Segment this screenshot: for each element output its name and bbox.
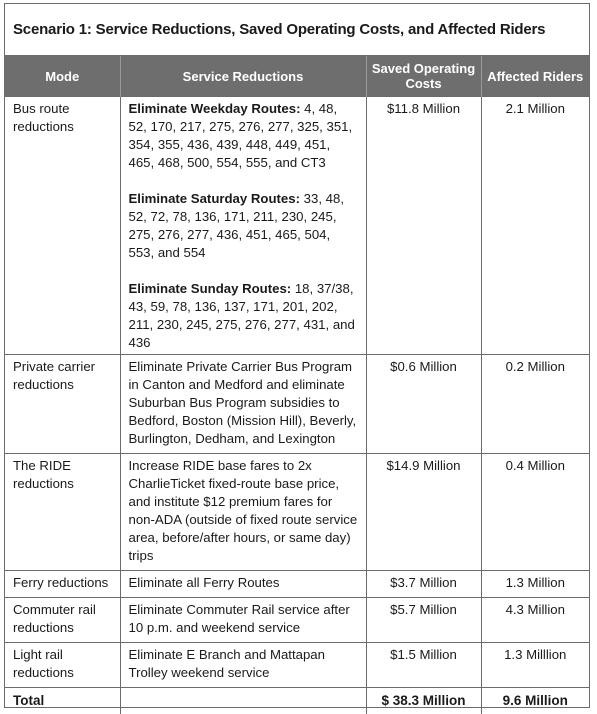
affected-riders-cell: 1.3 Milllion xyxy=(481,643,589,688)
total-affected-riders: 9.6 Million xyxy=(481,688,589,714)
mode-cell: Bus route reductions xyxy=(5,97,120,355)
saved-cost-cell: $14.9 Million xyxy=(366,454,481,571)
saved-cost-cell: $11.8 Million xyxy=(366,97,481,355)
saved-cost-cell: $3.7 Million xyxy=(366,571,481,598)
header-service-reductions: Service Reductions xyxy=(120,56,366,97)
total-row xyxy=(5,688,589,714)
affected-riders-cell: 0.4 Million xyxy=(481,454,589,571)
total-label: Total xyxy=(5,688,120,714)
service-cell: Eliminate E Branch and Mattapan Trolley weekend service xyxy=(120,643,366,688)
mode-cell: Commuter rail reductions xyxy=(5,598,120,643)
block-lead: Eliminate Saturday Routes: xyxy=(128,191,300,206)
mode-cell: Light rail reductions xyxy=(5,643,120,688)
affected-riders-cell: 1.3 Million xyxy=(481,571,589,598)
service-cell: Increase RIDE base fares to 2x CharlieTicket fixed-route base price, and institute $12 premium fares for non-ADA (outside of fixed route service area, before/after hours, or same day) trips xyxy=(120,454,366,571)
saved-cost-cell: $1.5 Million xyxy=(366,643,481,688)
table-row xyxy=(5,571,589,598)
service-cell: Eliminate Commuter Rail service after 10 p.m. and weekend service xyxy=(120,598,366,643)
table-row xyxy=(5,643,589,688)
saved-cost-cell: $5.7 Million xyxy=(366,598,481,643)
service-cell xyxy=(120,97,366,355)
total-service-cell xyxy=(120,688,366,714)
saturday-routes-block xyxy=(129,190,359,262)
mode-cell: The RIDE reductions xyxy=(5,454,120,571)
header-mode: Mode xyxy=(5,56,120,97)
table-title: Scenario 1: Service Reductions, Saved Operating Costs, and Affected Riders xyxy=(5,4,589,56)
block-lead: Eliminate Weekday Routes: xyxy=(128,101,301,116)
table-row xyxy=(5,454,589,571)
header-row xyxy=(5,56,589,97)
mode-cell: Ferry reductions xyxy=(5,571,120,598)
scenario-table-frame xyxy=(4,3,590,708)
affected-riders-cell: 2.1 Million xyxy=(481,97,589,355)
block-text: 4, 48, 52, 170, 217, 275, 276, 277, 325, 351, 354, 355, 436, 439, 448, 449, 451, 465, 468, 500, 554, 555, and CT3 xyxy=(128,101,353,170)
table-row xyxy=(5,598,589,643)
total-saved-cost: $ 38.3 Million xyxy=(366,688,481,714)
header-saved-operating-costs: Saved Operating Costs xyxy=(366,56,481,97)
block-lead: Eliminate Sunday Routes: xyxy=(128,281,292,296)
table-row xyxy=(5,97,589,355)
service-cell: Eliminate Private Carrier Bus Program in Canton and Medford and eliminate Suburban Bus Program subsidies to Bedford, Boston (Mission Hill), Beverly, Burlington, Dedham, and Lexington xyxy=(120,355,366,454)
table-row xyxy=(5,355,589,454)
affected-riders-cell: 0.2 Million xyxy=(481,355,589,454)
block-text: 33, 48, 52, 72, 78, 136, 171, 211, 230, 245, 275, 276, 277, 436, 451, 465, 504, 553, and 554 xyxy=(128,191,344,260)
saved-cost-cell: $0.6 Million xyxy=(366,355,481,454)
service-cell: Eliminate all Ferry Routes xyxy=(120,571,366,598)
mode-cell: Private carrier reductions xyxy=(5,355,120,454)
reductions-table xyxy=(5,56,589,714)
block-text: 18, 37/38, 43, 59, 78, 136, 137, 171, 201, 202, 211, 230, 245, 275, 276, 277, 431, and 436 xyxy=(128,281,355,350)
sunday-routes-block xyxy=(129,280,359,352)
header-affected-riders: Affected Riders xyxy=(481,56,589,97)
affected-riders-cell: 4.3 Million xyxy=(481,598,589,643)
weekday-routes-block xyxy=(129,100,359,172)
